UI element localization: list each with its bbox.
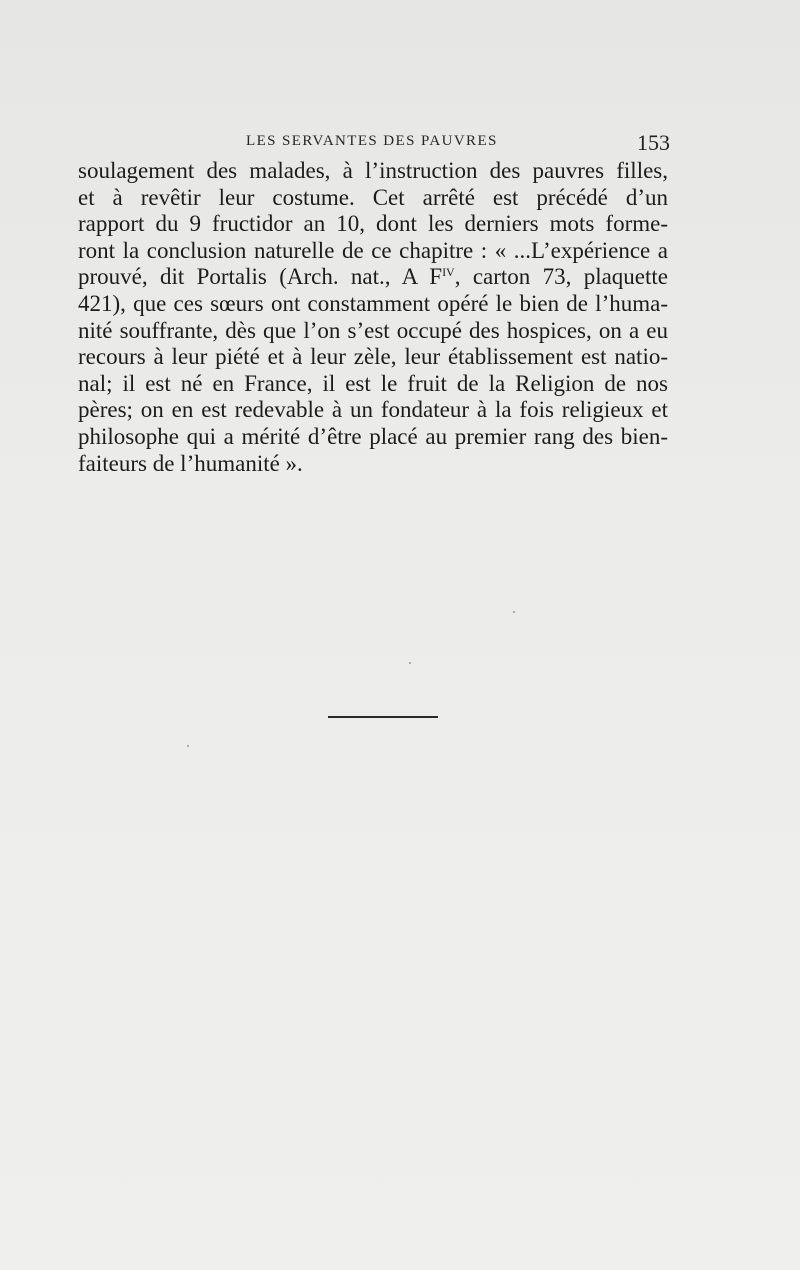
text-line: et à revêtir leur costume. Cet arrêté est précédé d’un bbox=[78, 184, 668, 210]
paper-speck bbox=[187, 745, 189, 747]
text-line: faiteurs de l’humanité ». bbox=[78, 450, 303, 476]
text-line: soulagement des malades, à l’instruction des pauvres filles, bbox=[78, 158, 668, 183]
text-segment: , carton 73, plaquette bbox=[454, 264, 669, 290]
superscript: IV bbox=[442, 265, 455, 280]
text-line: ront la conclusion naturelle de ce chapitre : « ...L’expérience a bbox=[78, 237, 668, 263]
paper-speck bbox=[513, 611, 515, 613]
section-divider bbox=[328, 716, 438, 718]
text-line: philosophe qui a mérité d’être placé au premier rang des bien- bbox=[78, 423, 668, 449]
page-number: 153 bbox=[637, 130, 670, 155]
text-line: pères; on en est redevable à un fondateur à la fois religieux et bbox=[78, 397, 668, 423]
running-header bbox=[0, 128, 800, 158]
text-segment: prouvé, dit Portalis (Arch. nat., A F bbox=[78, 264, 443, 290]
text-line: nité souffrante, dès que l’on s’est occupé des hospices, on a eu bbox=[78, 317, 668, 343]
paper-speck bbox=[409, 662, 411, 664]
text-line: rapport du 9 fructidor an 10, dont les derniers mots forme- bbox=[78, 211, 668, 237]
running-title: LES SERVANTES DES PAUVRES bbox=[246, 133, 498, 149]
text-line: nal; il est né en France, il est le fruit de la Religion de nos bbox=[78, 370, 668, 396]
body-paragraph bbox=[78, 158, 668, 477]
text-line: 421), que ces sœurs ont constamment opéré le bien de l’huma- bbox=[78, 290, 668, 316]
text-line: recours à leur piété et à leur zèle, leur établissement est natio- bbox=[78, 344, 668, 370]
text-line bbox=[78, 264, 668, 291]
